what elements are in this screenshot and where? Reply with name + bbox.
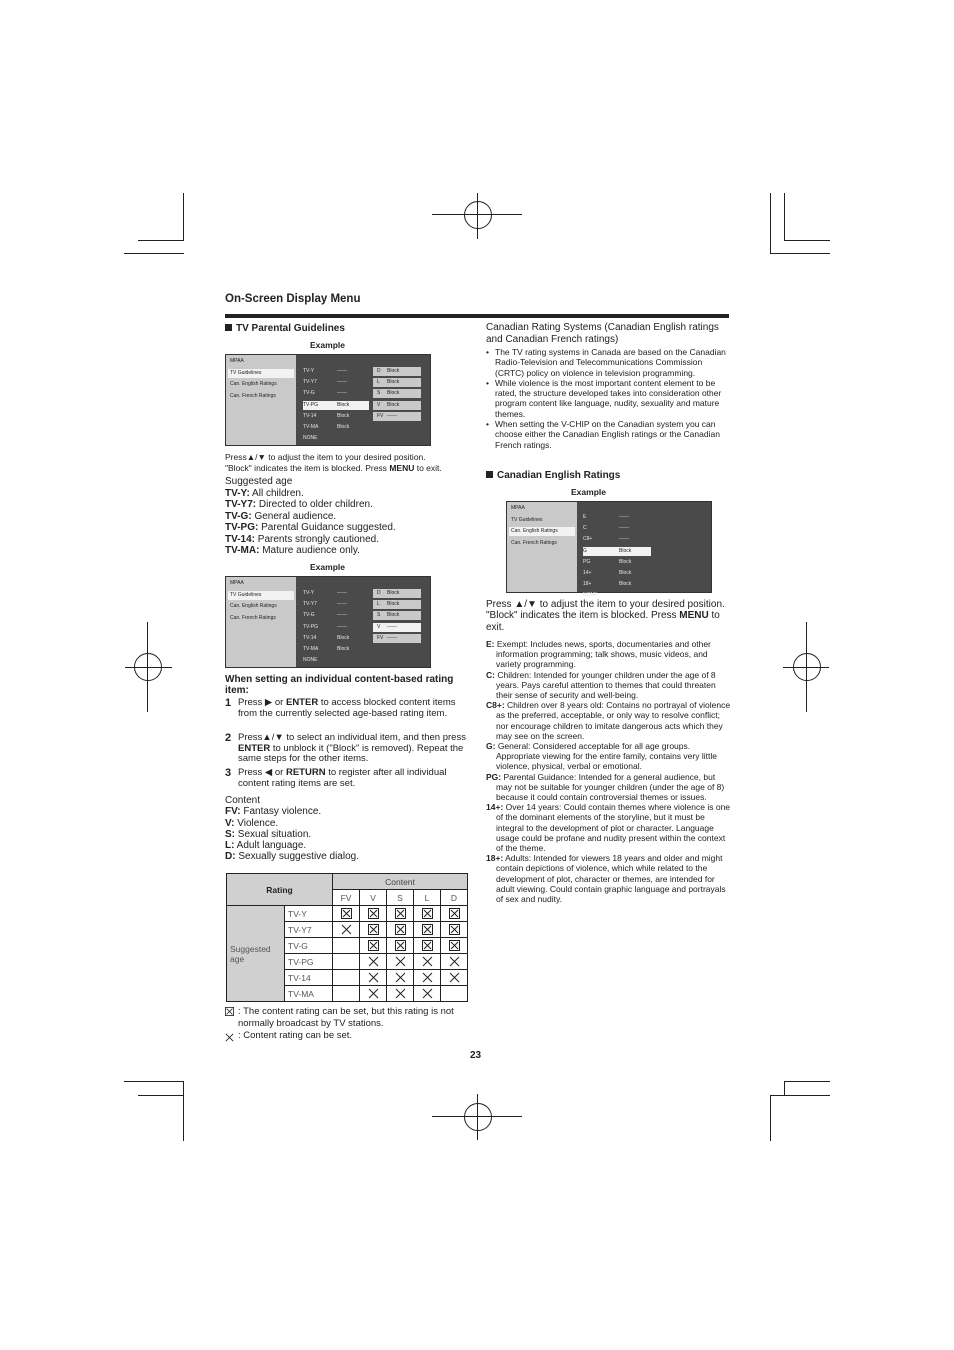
rating-header: Rating (227, 874, 333, 906)
cross-icon (368, 956, 379, 967)
rating-label: TV-Y (285, 906, 333, 922)
bullet-item: • When setting the V-CHIP on the Canadian system you can choose either the Canadian English ratings or the Canadian French ratings. (486, 419, 720, 450)
boxed-cross-icon (449, 924, 460, 935)
osd-left-item[interactable]: MPAA (230, 580, 244, 586)
rating-cell (360, 922, 387, 938)
age-item: TV-14: Parents strongly cautioned. (225, 533, 379, 545)
rating-cell (414, 970, 441, 986)
osd-rating-row[interactable]: TV-PG Block (303, 401, 369, 410)
osd-rating-row[interactable]: TV-Y7 ------ (303, 379, 347, 386)
rating-table (226, 873, 468, 1002)
rating-cell (387, 986, 414, 1002)
boxed-cross-icon (395, 924, 406, 935)
page-number: 23 (470, 1050, 482, 1061)
osd-left-item[interactable]: Can. English Ratings (509, 527, 575, 536)
boxed-cross-icon (449, 940, 460, 951)
definition-item: C8+: Children over 8 years old: Contains no portrayal of violence as the preferred, acceptable, or only way to resolve conflict; nor encourage children to imitate dangerous acts which they may see on the screen. (486, 700, 731, 741)
press-note: Press▲/▼ to adjust the item to your desired position. "Block" indicates the item is blocked. Press MENU to exit. (225, 452, 442, 473)
osd-rating-row[interactable]: 18+ Block (583, 581, 632, 588)
cross-icon (395, 972, 406, 983)
osd-content-item[interactable]: FV ------ (373, 412, 421, 421)
rating-cell (333, 906, 360, 922)
cross-icon (395, 956, 406, 967)
cross-icon (395, 988, 406, 999)
header-rule (225, 314, 729, 318)
osd-rating-row[interactable]: TV-MA Block (303, 646, 350, 652)
rating-cell (441, 906, 468, 922)
osd-left-item[interactable]: TV Guidelines (511, 516, 543, 523)
boxed-cross-icon (368, 924, 379, 935)
osd-content-item[interactable]: FV ------ (373, 634, 421, 643)
rating-cell (360, 938, 387, 954)
column-header: FV (333, 890, 360, 906)
canadian-english-heading: Canadian English Ratings (486, 470, 620, 481)
column-header: S (387, 890, 414, 906)
content-item: L: Adult language. (225, 840, 307, 852)
osd-left-item[interactable]: Can. English Ratings (230, 603, 277, 609)
definition-item: C: Children: Intended for younger children under the age of 8 years. Pays careful attention to themes that could threaten their sense of security and well-being. (486, 669, 716, 701)
rating-cell (387, 922, 414, 938)
rating-label: TV-PG (285, 954, 333, 970)
rating-label: TV-14 (285, 970, 333, 986)
boxed-cross-icon (341, 908, 352, 919)
age-item: TV-Y7: Directed to older children. (225, 499, 373, 510)
column-header: L (414, 890, 441, 906)
age-item: TV-MA: Mature audience only. (225, 545, 360, 556)
rating-cell (360, 954, 387, 970)
osd-rating-row[interactable]: 14+ Block (583, 570, 632, 576)
osd-content-item[interactable]: L Block (373, 600, 421, 609)
osd-rating-row[interactable]: C8+ ------ (583, 536, 629, 543)
boxed-cross-icon (395, 908, 406, 919)
rating-cell (387, 906, 414, 922)
osd-rating-row[interactable]: TV-G ------ (303, 390, 347, 397)
bullet-item: • The TV rating systems in Canada are based on the Canadian Radio-Television and Telecommunications Commission (CRTC) policy on violence in television programming. (486, 347, 726, 378)
osd-content-item[interactable]: V ------ (373, 623, 421, 632)
osd-rating-row[interactable]: TV-14 Block (303, 412, 350, 419)
boxed-cross-icon (395, 940, 406, 951)
rating-cell (441, 922, 468, 938)
rating-cell (414, 938, 441, 954)
osd-content-item[interactable]: S Block (373, 611, 421, 620)
rating-cell (333, 938, 360, 954)
boxed-cross-icon (422, 924, 433, 935)
bullet-item: • While violence is the most important content element to be rated, the structure developed takes into consideration other program content like language, nudity, sexuality and mature themes. (486, 377, 722, 419)
cross-icon (368, 988, 379, 999)
rating-cell (414, 922, 441, 938)
boxed-cross-icon (422, 908, 433, 919)
example-label-2: Example (310, 562, 345, 572)
rating-cell (333, 970, 360, 986)
content-list: Content FV: Fantasy violence. V: Violence. S: Sexual situation. L: Adult language. D: Sexually suggestive dialog. (225, 795, 470, 863)
bullet-icon: • (486, 377, 489, 388)
cross-icon (368, 972, 379, 983)
osd-rating-row[interactable]: TV-Y7 ------ (303, 601, 347, 608)
osd-menu-2 (225, 576, 431, 668)
boxed-cross-icon (225, 1007, 234, 1016)
suggested-age-label: Suggested age (227, 906, 285, 1002)
osd-left-item[interactable]: MPAA (511, 505, 525, 511)
cross-icon (449, 956, 460, 967)
rating-cell (333, 986, 360, 1002)
definition-item: PG: Parental Guidance: Intended for a general audience, but may not be suitable for younger children (under the age of 8) because it could contain controversial themes or issues. (486, 771, 725, 803)
cross-icon (341, 924, 352, 935)
tv-parental-heading: TV Parental Guidelines (225, 323, 345, 334)
osd-content-item[interactable]: V Block (373, 401, 421, 410)
definition-item: G: General: Considered acceptable for all age groups. Appropriate viewing for the entire family, contains very little violence, physical, verbal or emotional. (486, 741, 717, 772)
column-header: D (441, 890, 468, 906)
bullet-icon: • (486, 347, 489, 357)
cross-icon (422, 972, 433, 983)
osd-left-item[interactable]: Can. French Ratings (511, 539, 557, 546)
definition-item: 18+: Adults: Intended for viewers 18 years and older and might contain depictions of violence, which while related to the development of plot, character or themes, are intended for adult viewing. Could contain graphic language and portrayals of sex and nudity. (486, 853, 726, 905)
rating-label: TV-Y7 (285, 922, 333, 938)
osd-rating-row[interactable]: PG Block (583, 558, 632, 565)
rating-label: TV-MA (285, 986, 333, 1002)
rating-cell (441, 938, 468, 954)
age-item: TV-PG: Parental Guidance suggested. (225, 522, 396, 533)
definition-item: E: Exempt: Includes news, sports, documentaries and other information programming; talk shows, music videos, and variety programming. (486, 639, 711, 670)
osd-left-item[interactable]: TV Guidelines (228, 591, 294, 600)
rating-cell (441, 970, 468, 986)
rating-cell (360, 970, 387, 986)
rating-cell (441, 986, 468, 1002)
rating-cell (414, 954, 441, 970)
osd-menu-1 (225, 354, 431, 446)
example-label-1: Example (310, 340, 345, 350)
age-list: Suggested age TV-Y: All children. TV-Y7: Directed to older children. TV-G: General audience. TV-PG: Parental Guidance suggested. TV-14: Parents strongly cautioned. TV-MA: Mature audience only. (225, 476, 470, 557)
table-row (227, 906, 468, 922)
osd-rating-row[interactable]: TV-PG ------ (303, 623, 347, 630)
content-item: FV: Fantasy violence. (225, 806, 322, 818)
cross-icon (422, 956, 433, 967)
osd-content-item[interactable]: D Block (373, 367, 421, 376)
cross-icon (225, 1033, 234, 1042)
osd-left-item[interactable]: Can. French Ratings (230, 614, 276, 621)
rating-cell (414, 986, 441, 1002)
osd-rating-row[interactable]: C ------ (583, 525, 629, 532)
rating-cell (441, 954, 468, 970)
osd-content-item[interactable]: L Block (373, 378, 421, 387)
content-header: Content (333, 874, 468, 890)
osd-left-item[interactable]: MPAA (230, 358, 244, 364)
age-item: TV-Y: All children. (225, 487, 304, 499)
osd-left-item[interactable]: TV Guidelines (228, 369, 294, 378)
boxed-cross-icon (449, 908, 460, 919)
content-item: V: Violence. (225, 817, 279, 829)
osd-rating-row[interactable]: NONE (583, 592, 598, 599)
cross-icon (449, 972, 460, 983)
content-item: D: Sexually suggestive dialog. (225, 851, 359, 863)
bullet-icon: • (486, 419, 489, 430)
osd-rating-row[interactable]: TV-MA Block (303, 424, 350, 430)
osd-rating-row[interactable]: G Block (583, 547, 651, 556)
definition-item: 14+: Over 14 years: Could contain themes where violence is one of the dominant elements of the storyline, but it must be integral to the development of plot or character. Language usage could be profane and nudity present within the context of the theme. (486, 802, 731, 854)
content-item: S: Sexual situation. (225, 828, 312, 840)
osd-rating-row[interactable]: TV-G ------ (303, 612, 347, 619)
osd-rating-row[interactable]: NONE (303, 435, 318, 442)
boxed-cross-icon (422, 940, 433, 951)
content-heading: When setting an individual content-based rating item: (225, 674, 454, 696)
rating-label: TV-G (285, 938, 333, 954)
canadian-bullets (486, 347, 729, 450)
osd-rating-row[interactable]: TV-14 Block (303, 634, 350, 641)
osd-rating-row[interactable]: TV-Y ------ (303, 368, 347, 374)
osd-rating-row[interactable]: E ------ (583, 514, 629, 520)
osd-content-item[interactable]: D Block (373, 589, 421, 598)
rating-cell (333, 922, 360, 938)
age-item: TV-G: General audience. (225, 510, 337, 522)
rating-cell (387, 970, 414, 986)
press-note-right: Press ▲/▼ to adjust the item to your desired position. "Block" indicates the item is blocked. Press MENU to exit. (486, 599, 725, 633)
canadian-intro: Canadian Rating Systems (Canadian English ratings and Canadian French ratings) (486, 322, 719, 345)
osd-left-item[interactable]: Can. French Ratings (230, 392, 276, 399)
section-title: On-Screen Display Menu (225, 293, 361, 305)
cross-icon (422, 988, 433, 999)
osd-content-item[interactable]: S Block (373, 389, 421, 398)
osd-left-item[interactable]: Can. English Ratings (230, 381, 277, 387)
rating-cell (387, 954, 414, 970)
legend: : The content rating can be set, but this rating is not normally broadcast by TV stations. : Content rating can be set. (225, 1006, 470, 1042)
column-header: V (360, 890, 387, 906)
rating-cell (414, 906, 441, 922)
canadian-definitions (486, 639, 731, 904)
example-label-3: Example (571, 487, 606, 497)
boxed-cross-icon (368, 908, 379, 919)
rating-cell (360, 986, 387, 1002)
osd-menu-3 (506, 501, 712, 599)
boxed-cross-icon (368, 940, 379, 951)
rating-cell (333, 954, 360, 970)
osd-rating-row[interactable]: NONE (303, 657, 318, 664)
osd-rating-row[interactable]: TV-Y ------ (303, 590, 347, 596)
rating-cell (387, 938, 414, 954)
rating-cell (360, 906, 387, 922)
